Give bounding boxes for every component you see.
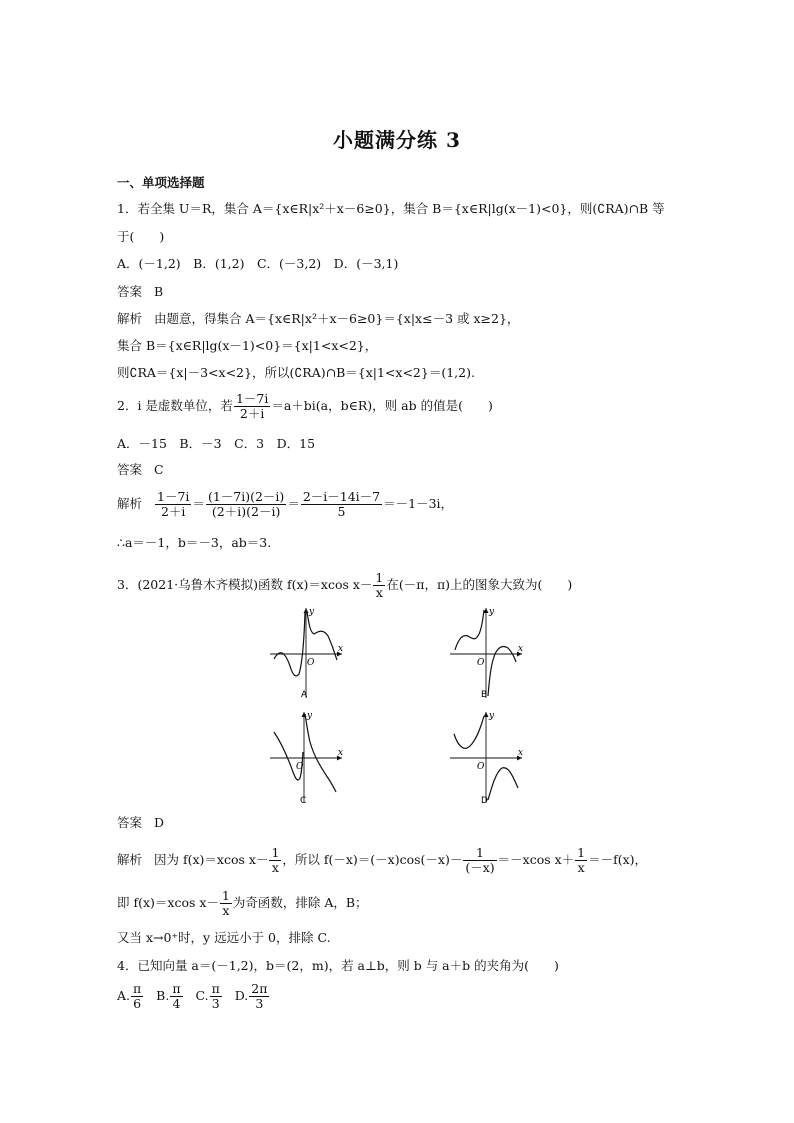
answer-label: 答案 (117, 284, 143, 299)
graph-a-x-label: x (338, 644, 344, 654)
q1-options: A．(－1,2) B．(1,2) C．(－3,2) D．(－3,1) (117, 256, 399, 271)
graph-b (446, 604, 528, 702)
q4-stem: 4．已知向量 a＝(－1,2)，b＝(2，m)，若 a⊥b，则 b 与 a＋b 的夹角为( ) (117, 958, 559, 973)
q1-stem-line1: 1．若全集 U＝R，集合 A＝{x∈R|x²＋x－6≥0}，集合 B＝{x∈R|lg(x－1)<0}，则(∁RA)∩B 等 (117, 201, 665, 216)
q1-answer (117, 284, 163, 300)
q3-analysis-1: 解析 因为 f(x)＝xcos x－ $\frac{1}{x}$ ，所以 f(－x)＝(－x)cos(－x)－ $\frac{1}{(-x)}$ ＝－xcos x＋ $\frac{1}{x}$ ＝－f(x)， (117, 845, 648, 875)
graph-a-label: A (301, 690, 308, 700)
graph-a-y-label: y (309, 607, 315, 617)
q1-answer-value: B (154, 284, 164, 299)
graph-c (266, 708, 348, 808)
q2-answer: 答案 C (117, 462, 164, 477)
graph-c-origin: O (296, 762, 304, 772)
q2-analysis-1: 解析 $\frac{1-7i}{2+i}$ ＝ $\frac{(1-7i)(2-i)}{(2+i)(2-i)}$ ＝ $\frac{2-i-14i-7}{5}$ ＝－1－3i， (117, 489, 454, 519)
graph-d-origin: O (477, 762, 485, 772)
graph-c-y-label: y (307, 711, 313, 721)
q1-analysis-2: 集合 B＝{x∈R|lg(x－1)<0}＝{x|1<x<2}， (117, 338, 378, 353)
graph-d-label: D (481, 796, 488, 806)
q3-analysis-2: 即 f(x)＝xcos x－ $\frac{1}{x}$ 为奇函数，排除 A，B； (117, 888, 368, 918)
graph-c-label: C (300, 796, 307, 806)
q3-stem: 3．(2021·乌鲁木齐模拟)函数 f(x)＝xcos x－ $\frac{1}{x}$ 在(－π，π)上的图象大致为( ) (117, 570, 573, 600)
q4-options: A. $\frac{\pi}{6}$ B. $\frac{\pi}{4}$ C. $\frac{\pi}{3}$ D. $\frac{2\pi}{3}$ (117, 981, 268, 1011)
analysis-label: 解析 (117, 311, 143, 326)
graph-b-origin: O (477, 658, 485, 668)
page-title: 小题满分练 3 (333, 128, 461, 152)
q3-answer: 答案 D (117, 815, 165, 830)
q2-fraction: $\frac{1-7i}{2+i}$ (235, 391, 269, 421)
graph-a (266, 604, 348, 702)
q2-stem: 2．i 是虚数单位，若 $\frac{1-7i}{2+i}$ ＝a＋bi(a，b∈R)，则 ab 的值是( ) (117, 391, 493, 421)
graph-b-y-label: y (489, 607, 495, 617)
graph-b-label: B (481, 690, 488, 700)
q2-options: A．－15 B．－3 C．3 D．15 (117, 436, 316, 451)
q2-analysis-2: ∴a＝－1，b＝－3，ab＝3. (117, 535, 272, 550)
section-heading: 一、单项选择题 (117, 175, 205, 190)
graph-d-x-label: x (518, 748, 524, 758)
q1-analysis-1: 解析 由题意，得集合 A＝{x∈R|x²＋x－6≥0}＝{x|x≤－3 或 x≥2}， (117, 311, 520, 326)
q1-analysis-3: 则∁RA＝{x|－3<x<2}，所以(∁RA)∩B＝{x|1<x<2}＝(1,2). (117, 365, 475, 380)
graph-b-x-label: x (518, 644, 524, 654)
graph-d (446, 708, 528, 808)
q3-analysis-3: 又当 x→0⁺时，y 远远小于 0，排除 C. (117, 930, 331, 945)
q1-stem-line2: 于( ) (117, 229, 165, 244)
graph-a-origin: O (307, 658, 315, 668)
graph-d-y-label: y (489, 711, 495, 721)
graph-c-x-label: x (338, 748, 344, 758)
